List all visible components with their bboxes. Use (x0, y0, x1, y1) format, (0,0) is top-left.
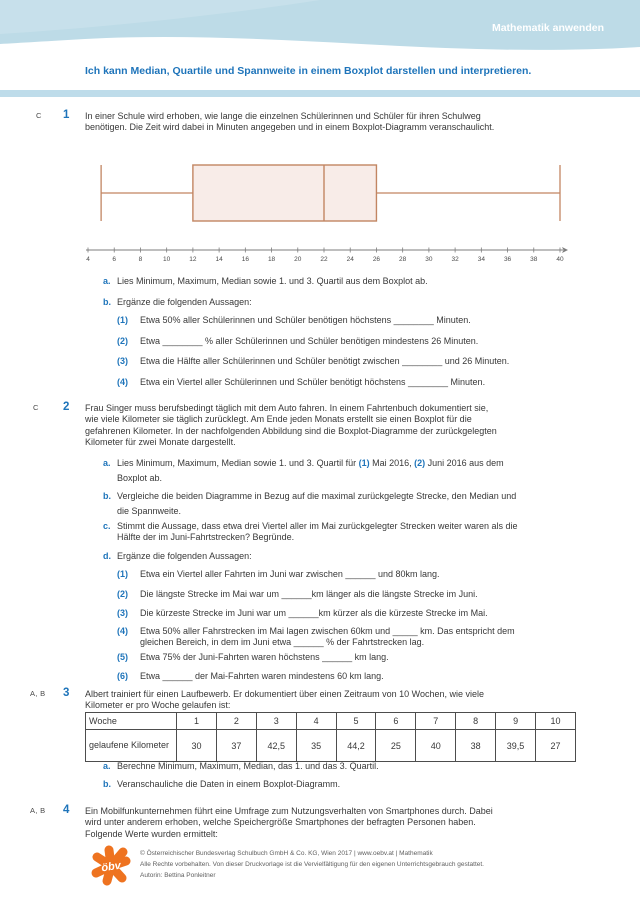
letter-text-line: Boxplot ab. (117, 472, 163, 483)
table-row (86, 713, 576, 730)
table-cell: 35 (296, 730, 336, 762)
axis-tick-label: 10 (163, 256, 171, 263)
text-segment: Mai 2016, (369, 458, 415, 468)
letter-marker: a. (103, 761, 111, 771)
table-cell: 1 (177, 713, 217, 730)
letter-text: Ergänze die folgenden Aussagen: (117, 297, 252, 307)
text-segment: Lies Minimum, Maximum, Median sowie 1. und 3. Quartil für (117, 458, 359, 468)
statement-number: (6) (117, 671, 128, 681)
task-text-line: wird unter anderem erhoben, welche Speichergröße Smartphones der befragten Personen haben. (85, 817, 476, 828)
table-cell: 44,2 (336, 730, 376, 762)
table-cell: 25 (376, 730, 416, 762)
axis-tick-label: 4 (86, 256, 90, 263)
margin-label: C (36, 111, 42, 120)
statement-text: Etwa ein Viertel aller Schülerinnen und Schüler benötigt höchstens ________ Minuten. (140, 377, 486, 387)
task-text (85, 806, 563, 840)
task-text (85, 689, 563, 712)
table-row-header: gelaufene Kilometer (86, 730, 177, 762)
footer-line-rights: Alle Rechte vorbehalten. Von dieser Druckvorlage ist die Vervielfältigung für den eigenen Unterrichtsgebrauch gestattet. (140, 861, 484, 868)
table-row (86, 730, 576, 762)
boxplot-svg (0, 148, 640, 273)
letter-marker: a. (103, 458, 111, 468)
statement-number: (2) (117, 336, 128, 346)
oebv-logo (90, 845, 132, 887)
footer-line-author: Autorin: Bettina Ponleitner (140, 872, 216, 879)
boxplot-figure (0, 148, 640, 273)
task-text-line: benötigen. Die Zeit wird dabei in Minuten angegeben und in einem Boxplot-Diagramm veranschaulicht. (85, 122, 495, 133)
table-cell: 7 (416, 713, 456, 730)
task-number: 2 (63, 401, 70, 413)
task-text-line: Frau Singer muss berufsbedingt täglich mit dem Auto fahren. In einem Fahrtenbuch dokumentiert sie, (85, 403, 489, 413)
letter-text-line (117, 458, 567, 469)
page-title: Ich kann Median, Quartile und Spannweite in einem Boxplot darstellen und interpretieren. (85, 65, 532, 77)
axis-tick-label: 32 (451, 256, 459, 263)
letter-text-line: Stimmt die Aussage, dass etwa drei Viertel aller im Mai zurückgelegter Strecken weiter waren als die (117, 521, 518, 531)
statement-number: (4) (117, 377, 128, 387)
margin-label: C (33, 403, 39, 412)
oebv-logo-icon (90, 845, 132, 887)
task-text-line: Folgende Werte wurden ermittelt: (85, 828, 218, 839)
data-table-container (85, 712, 576, 762)
table-cell: 37 (216, 730, 256, 762)
header-band (0, 0, 640, 56)
statement-text-line: Etwa 50% aller Fahrstrecken im Mai lagen zwischen 60km und _____ km. Das entspricht dem (140, 626, 515, 636)
task-text (85, 403, 563, 448)
task-text-line: Kilometer er pro Woche gelaufen ist: (85, 700, 231, 711)
statement-number: (4) (117, 626, 128, 636)
table-cell: 3 (256, 713, 296, 730)
axis-tick-label: 34 (477, 256, 485, 263)
footer-text (140, 848, 580, 881)
axis-tick-label: 14 (215, 256, 223, 263)
footer-line-copyright: © Österreichischer Bundesverlag Schulbuch GmbH & Co. KG, Wien 2017 | www.oebv.at | Mathematik (140, 850, 433, 857)
task-text-line: gefahrenen Kilometer. In der nachfolgenden Abbildung sind die Boxplot-Diagramme der zurückgelegten (85, 425, 497, 436)
statement-text: Etwa 50% aller Schülerinnen und Schüler benötigen höchstens ________ Minuten. (140, 315, 471, 325)
inline-marker: (1) (358, 458, 370, 468)
letter-text-line: Hälfte der im Juni-Fahrtstrecken? Begründe. (117, 532, 295, 543)
table-cell: 39,5 (496, 730, 536, 762)
task-number: 1 (63, 109, 70, 121)
table-cell: 8 (456, 713, 496, 730)
letter-text: Lies Minimum, Maximum, Median sowie 1. und 3. Quartil aus dem Boxplot ab. (117, 276, 428, 286)
axis-tick-label: 18 (267, 256, 276, 263)
week-km-table (85, 712, 576, 762)
axis-tick-label: 40 (556, 256, 564, 263)
statement-text (140, 626, 568, 649)
table-cell: 40 (416, 730, 456, 762)
table-cell: 2 (216, 713, 256, 730)
axis-tick-label: 24 (346, 256, 354, 263)
axis-tick-label: 30 (425, 256, 433, 263)
table-cell: 4 (296, 713, 336, 730)
table-cell: 27 (536, 730, 576, 762)
axis-tick-label: 26 (372, 256, 381, 263)
table-cell: 10 (536, 713, 576, 730)
statement-text-line: gleichen Bereich, in dem im Juni etwa ______ % der Fahrtstrecken lag. (140, 637, 425, 648)
statement-number: (2) (117, 589, 128, 599)
task-text-line: In einer Schule wird erhoben, wie lange die einzelnen Schülerinnen und Schüler für ihren Schulweg (85, 111, 481, 121)
table-cell: 9 (496, 713, 536, 730)
statement-number: (1) (117, 315, 128, 325)
header-badge: Mathematik anwenden (491, 22, 604, 34)
letter-marker: b. (103, 779, 111, 789)
letter-text: Veranschauliche die Daten in einem Boxplot-Diagramm. (117, 779, 341, 789)
letter-marker: a. (103, 276, 111, 286)
axis-tick-label: 28 (399, 256, 407, 263)
statement-number: (1) (117, 569, 128, 579)
letter-marker: b. (103, 297, 111, 307)
task-text-line: Albert trainiert für einen Laufbewerb. Er dokumentiert über einen Zeitraum von 10 Wochen, wie viele (85, 689, 485, 699)
axis-tick-label: 38 (530, 256, 538, 263)
axis-tick-label: 20 (294, 256, 302, 263)
table-cell: 42,5 (256, 730, 296, 762)
statement-text: Die längste Strecke im Mai war um ______km länger als die längste Strecke im Juni. (140, 589, 478, 599)
letter-marker: d. (103, 551, 111, 561)
statement-text: Etwa ______ der Mai-Fahrten waren mindestens 60 km lang. (140, 671, 384, 681)
statement-number: (5) (117, 652, 128, 662)
axis-tick-label: 22 (320, 256, 328, 263)
axis-tick-label: 8 (138, 256, 143, 263)
task-text-line: Kilometer für zwei Monate dargestellt. (85, 436, 236, 447)
axis-tick-label: 16 (241, 256, 249, 263)
letter-text (117, 491, 567, 517)
task-text-line: wie viele Kilometer sie täglich zurücklegt. Am Ende jeden Monats erstellt sie einen Boxplot für die (85, 414, 472, 425)
table-cell: 6 (376, 713, 416, 730)
task-text (85, 111, 563, 134)
margin-label: A, B (30, 806, 46, 815)
letter-text-line: Vergleiche die beiden Diagramme in Bezug auf die maximal zurückgelegte Strecke, den Median und (117, 491, 517, 501)
statement-number: (3) (117, 608, 128, 618)
table-cell: 38 (456, 730, 496, 762)
task-number: 4 (63, 804, 70, 816)
letter-text-line: die Spannweite. (117, 505, 182, 516)
oebv-logo-text: öbv (100, 859, 122, 875)
statement-number: (3) (117, 356, 128, 366)
letter-text (117, 521, 567, 544)
axis-tick-label: 12 (189, 256, 197, 263)
statement-text: Etwa ein Viertel aller Fahrten im Juni war zwischen ______ und 80km lang. (140, 569, 440, 579)
table-row-header: Woche (86, 713, 177, 730)
iqr-box (193, 165, 377, 221)
inline-marker: (2) (414, 458, 426, 468)
separator-bar (0, 90, 640, 97)
letter-marker: c. (103, 521, 111, 531)
table-cell: 5 (336, 713, 376, 730)
letter-text: Ergänze die folgenden Aussagen: (117, 551, 252, 561)
axis-tick-label: 36 (503, 256, 512, 263)
table-cell: 30 (177, 730, 217, 762)
task-text-line: Ein Mobilfunkunternehmen führt eine Umfrage zum Nutzungsverhalten von Smartphones durch. Dabei (85, 806, 493, 816)
statement-text: Etwa die Hälfte aller Schülerinnen und Schüler benötigt zwischen ________ und 26 Minuten. (140, 356, 510, 366)
statement-text: Etwa 75% der Juni-Fahrten waren höchstens ______ km lang. (140, 652, 389, 662)
letter-text: Berechne Minimum, Maximum, Median, das 1. und das 3. Quartil. (117, 761, 379, 771)
axis-tick-label: 6 (112, 256, 117, 263)
letter-text (117, 458, 567, 484)
task-number: 3 (63, 687, 70, 699)
statement-text: Die kürzeste Strecke im Juni war um ______km kürzer als die kürzeste Strecke im Mai. (140, 608, 488, 618)
statement-text: Etwa ________ % aller Schülerinnen und Schüler benötigen mindestens 26 Minuten. (140, 336, 479, 346)
margin-label: A, B (30, 689, 46, 698)
text-segment: Juni 2016 aus dem (425, 458, 504, 468)
letter-marker: b. (103, 491, 111, 501)
